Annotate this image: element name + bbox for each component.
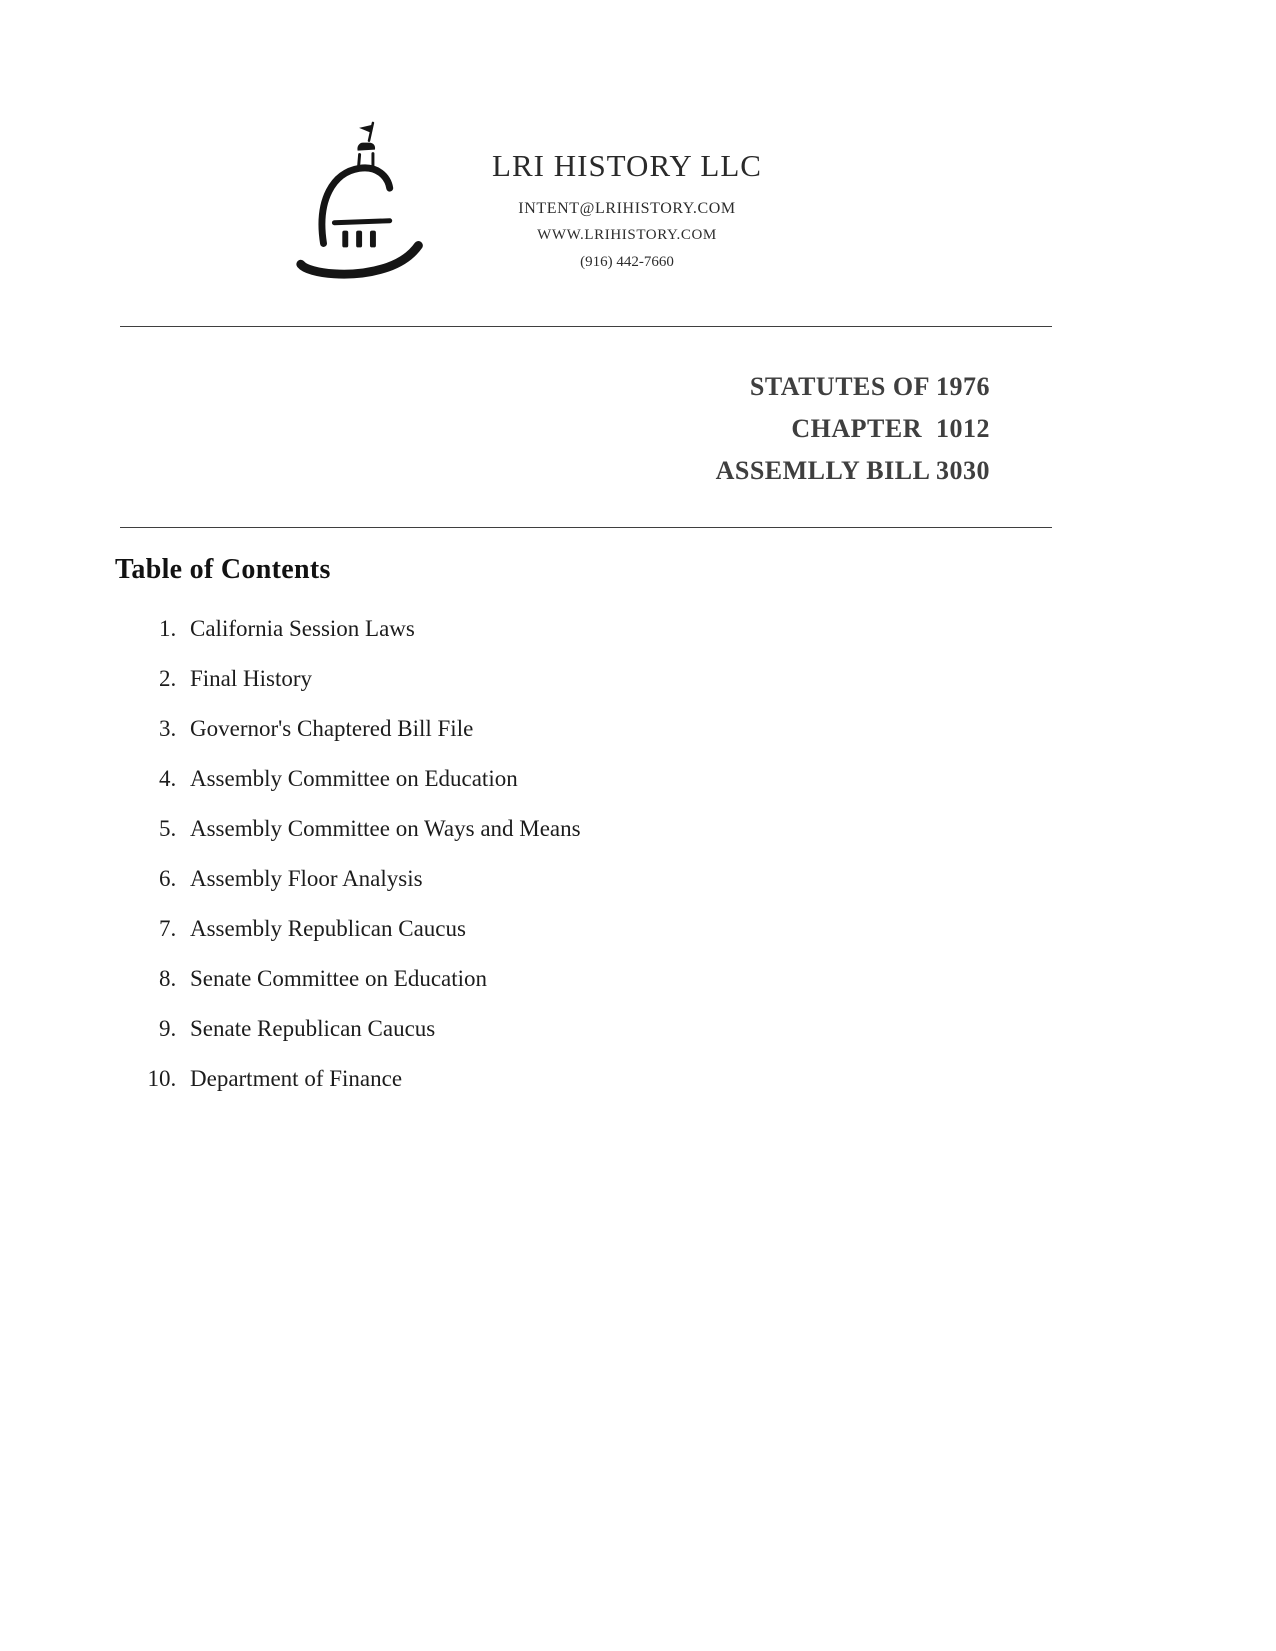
toc-item: 3. Governor's Chaptered Bill File xyxy=(182,716,581,742)
statutes-line: STATUTES OF 1976 xyxy=(749,372,990,401)
toc-item: 5. Assembly Committee on Ways and Means xyxy=(182,816,581,842)
toc-item: 1. California Session Laws xyxy=(182,616,581,642)
divider-bottom xyxy=(120,527,1052,528)
document-heading-block xyxy=(716,366,990,492)
toc-item: 6. Assembly Floor Analysis xyxy=(182,866,581,892)
toc-item: 8. Senate Committee on Education xyxy=(182,966,581,992)
toc-title: Table of Contents xyxy=(115,554,331,585)
toc-list xyxy=(0,616,581,1116)
letterhead-text xyxy=(482,116,772,271)
toc-item: 7. Assembly Republican Caucus xyxy=(182,916,581,942)
divider-top xyxy=(120,326,1052,327)
company-phone: (916) 442-7660 xyxy=(580,254,674,270)
company-email: INTENT@LRIHISTORY.COM xyxy=(518,200,736,217)
toc-item: 10. Department of Finance xyxy=(182,1066,581,1092)
toc-item: 9. Senate Republican Caucus xyxy=(182,1016,581,1042)
company-website: WWW.LRIHISTORY.COM xyxy=(537,227,717,243)
chapter-line: CHAPTER 1012 xyxy=(791,414,990,443)
capitol-logo-icon xyxy=(292,116,444,284)
company-name: LRI HISTORY LLC xyxy=(492,148,762,183)
toc-item: 2. Final History xyxy=(182,666,581,692)
letterhead xyxy=(292,116,772,284)
toc-item: 4. Assembly Committee on Education xyxy=(182,766,581,792)
assembly-bill-line: ASSEMLLY BILL 3030 xyxy=(715,456,990,485)
